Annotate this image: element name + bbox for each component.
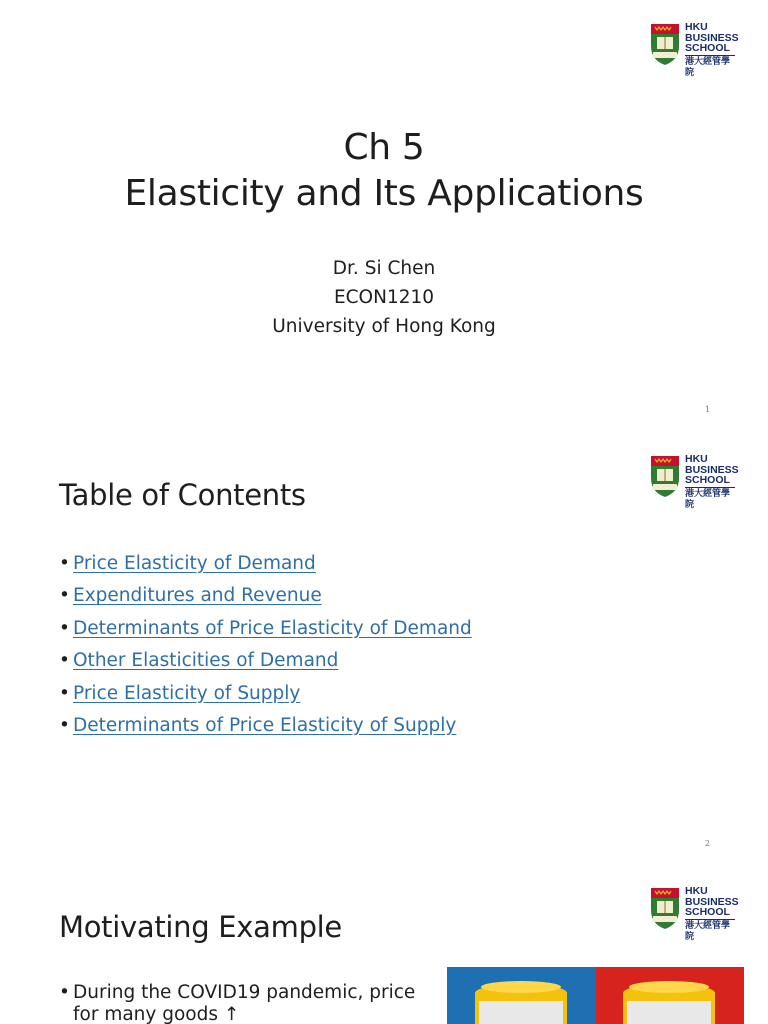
hku-crest-icon — [649, 886, 681, 930]
hku-crest-icon — [649, 454, 681, 498]
bullet-icon: • — [59, 650, 70, 672]
page-number: 2 — [704, 839, 710, 848]
hku-crest-icon — [649, 22, 681, 66]
toc-link-price-elasticity-of-supply[interactable]: Price Elasticity of Supply — [73, 682, 301, 704]
toc-item — [59, 678, 472, 710]
slide-title — [0, 0, 768, 432]
bullet-icon: • — [59, 617, 70, 639]
chapter-title: Elasticity and Its Applications — [124, 173, 644, 214]
page-number: 1 — [704, 405, 710, 414]
toc-link-other-elasticities-of-demand[interactable]: Other Elasticities of Demand — [73, 650, 339, 672]
toc-item — [59, 710, 472, 742]
toc-link-determinants-of-demand-elasticity[interactable]: Determinants of Price Elasticity of Demand — [73, 617, 472, 639]
toc-list — [59, 548, 472, 742]
slide-table-of-contents — [0, 432, 768, 864]
slide-subtitle — [0, 254, 768, 341]
slide-heading: Table of Contents — [59, 478, 306, 512]
course-code: ECON1210 — [333, 287, 435, 308]
toc-item — [59, 645, 472, 677]
toc-link-price-elasticity-of-demand[interactable]: Price Elasticity of Demand — [73, 553, 316, 574]
toc-link-determinants-of-supply-elasticity[interactable]: Determinants of Price Elasticity of Supply — [73, 715, 457, 737]
hku-business-school-logo — [649, 453, 741, 509]
slide-heading: Motivating Example — [59, 910, 342, 944]
slide-title-heading — [0, 125, 768, 217]
author-name: Dr. Si Chen — [332, 258, 436, 279]
bullet-line-1: During the COVID19 pandemic, price — [73, 982, 416, 1003]
logo-wordmark: HKU BUSINESS SCHOOL 港大經管學院 — [685, 453, 739, 509]
logo-wordmark: HKU BUSINESS SCHOOL 港大經管學院 — [685, 21, 739, 77]
toc-item — [59, 613, 472, 645]
hku-business-school-logo — [649, 885, 741, 941]
bullet-line-2: for many goods ↑ — [73, 1004, 240, 1024]
slide-motivating-example — [0, 864, 768, 1024]
toc-item — [59, 548, 472, 580]
toc-link-expenditures-and-revenue[interactable]: Expenditures and Revenue — [73, 585, 322, 607]
disinfectant-wipes-photo — [447, 967, 744, 1024]
bullet-text — [59, 982, 439, 1024]
university-name: University of Hong Kong — [272, 316, 496, 337]
hku-business-school-logo — [649, 21, 741, 77]
toc-item — [59, 580, 472, 612]
bullet-icon: • — [59, 715, 70, 737]
bullet-icon: • — [59, 982, 70, 1003]
bullet-icon: • — [59, 682, 70, 704]
chapter-number: Ch 5 — [343, 127, 425, 168]
logo-wordmark: HKU BUSINESS SCHOOL 港大經管學院 — [685, 885, 739, 941]
bullet-icon: • — [59, 585, 70, 607]
bullet-icon: • — [59, 553, 70, 574]
